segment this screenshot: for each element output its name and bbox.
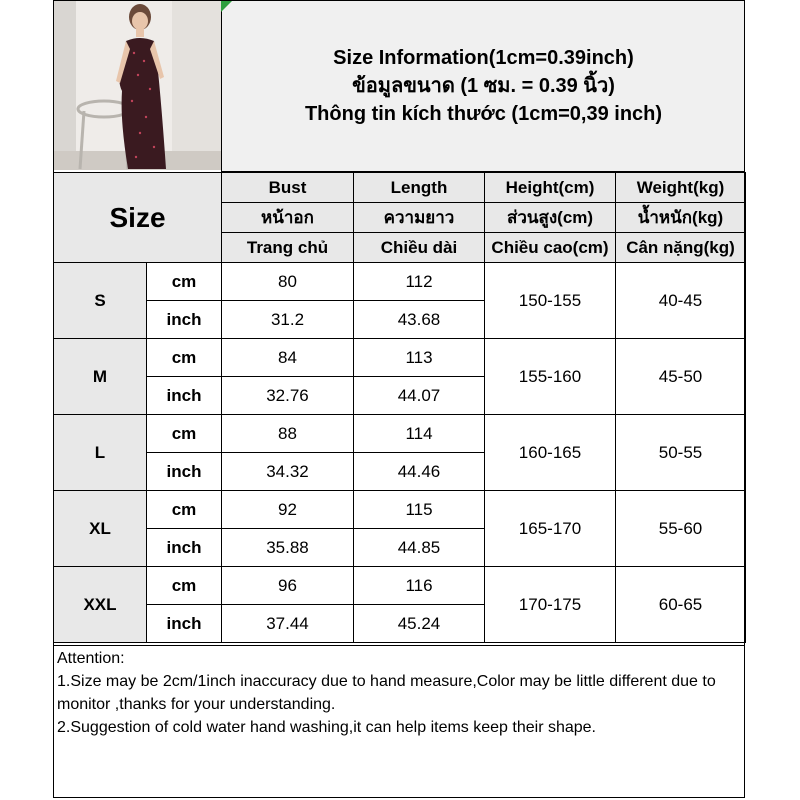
unit-inch: inch xyxy=(147,377,222,415)
length-inch: 45.24 xyxy=(354,605,485,643)
table-row xyxy=(54,491,746,529)
height-range: 150-155 xyxy=(485,263,616,339)
weight-range: 55-60 xyxy=(616,491,746,567)
table-row xyxy=(54,567,746,605)
table-row xyxy=(54,415,746,453)
length-cm: 114 xyxy=(354,415,485,453)
unit-cm: cm xyxy=(147,415,222,453)
bust-cm: 96 xyxy=(222,567,354,605)
unit-cm: cm xyxy=(147,263,222,301)
unit-inch: inch xyxy=(147,605,222,643)
size-xl-label: XL xyxy=(54,491,147,567)
col-height-vi: Chiều cao(cm) xyxy=(485,233,616,263)
length-inch: 43.68 xyxy=(354,301,485,339)
bust-inch: 31.2 xyxy=(222,301,354,339)
product-photo-illustration xyxy=(54,1,221,170)
bust-cm: 92 xyxy=(222,491,354,529)
unit-cm: cm xyxy=(147,567,222,605)
length-cm: 116 xyxy=(354,567,485,605)
length-inch: 44.85 xyxy=(354,529,485,567)
unit-inch: inch xyxy=(147,453,222,491)
size-chart-table xyxy=(53,172,746,643)
weight-range: 40-45 xyxy=(616,263,746,339)
weight-range: 50-55 xyxy=(616,415,746,491)
bust-cm: 88 xyxy=(222,415,354,453)
size-xxl-label: XXL xyxy=(54,567,147,643)
attention-note-2: 2.Suggestion of cold water hand washing,it can help items keep their shape. xyxy=(57,719,596,736)
col-length-en: Length xyxy=(354,173,485,203)
unit-cm: cm xyxy=(147,491,222,529)
length-cm: 115 xyxy=(354,491,485,529)
col-weight-en: Weight(kg) xyxy=(616,173,746,203)
header-title-th: ข้อมูลขนาด (1 ซม. = 0.39 นิ้ว) xyxy=(352,74,615,97)
header-row-en xyxy=(54,173,746,203)
bust-inch: 35.88 xyxy=(222,529,354,567)
table-row xyxy=(54,263,746,301)
size-m-label: M xyxy=(54,339,147,415)
attention-title: Attention: xyxy=(57,650,125,667)
col-weight-th: น้ำหนัก(kg) xyxy=(616,203,746,233)
height-range: 155-160 xyxy=(485,339,616,415)
bust-inch: 34.32 xyxy=(222,453,354,491)
col-bust-vi: Trang chủ xyxy=(222,233,354,263)
bust-cm: 80 xyxy=(222,263,354,301)
unit-inch: inch xyxy=(147,529,222,567)
attention-note-1: 1.Size may be 2cm/1inch inaccuracy due to hand measure,Color may be little different due to monitor ,thanks for your understanding. xyxy=(57,673,716,713)
unit-inch: inch xyxy=(147,301,222,339)
table-row xyxy=(54,339,746,377)
bust-inch: 32.76 xyxy=(222,377,354,415)
col-height-th: ส่วนสูง(cm) xyxy=(485,203,616,233)
height-range: 170-175 xyxy=(485,567,616,643)
bust-cm: 84 xyxy=(222,339,354,377)
size-s-label: S xyxy=(54,263,147,339)
height-range: 160-165 xyxy=(485,415,616,491)
size-l-label: L xyxy=(54,415,147,491)
header-title-vi: Thông tin kích thước (1cm=0,39 inch) xyxy=(304,102,663,125)
length-cm: 113 xyxy=(354,339,485,377)
weight-range: 45-50 xyxy=(616,339,746,415)
size-column-label: Size xyxy=(54,173,222,263)
height-range: 165-170 xyxy=(485,491,616,567)
product-photo xyxy=(54,1,221,170)
length-inch: 44.46 xyxy=(354,453,485,491)
col-height-en: Height(cm) xyxy=(485,173,616,203)
corner-marker xyxy=(221,0,233,12)
col-bust-en: Bust xyxy=(222,173,354,203)
weight-range: 60-65 xyxy=(616,567,746,643)
length-inch: 44.07 xyxy=(354,377,485,415)
bust-inch: 37.44 xyxy=(222,605,354,643)
attention-notes xyxy=(53,645,745,798)
col-length-th: ความยาว xyxy=(354,203,485,233)
length-cm: 112 xyxy=(354,263,485,301)
col-weight-vi: Cân nặng(kg) xyxy=(616,233,746,263)
header-title-en: Size Information(1cm=0.39inch) xyxy=(333,46,634,69)
col-length-vi: Chiều dài xyxy=(354,233,485,263)
size-info-header xyxy=(221,0,745,172)
unit-cm: cm xyxy=(147,339,222,377)
col-bust-th: หน้าอก xyxy=(222,203,354,233)
